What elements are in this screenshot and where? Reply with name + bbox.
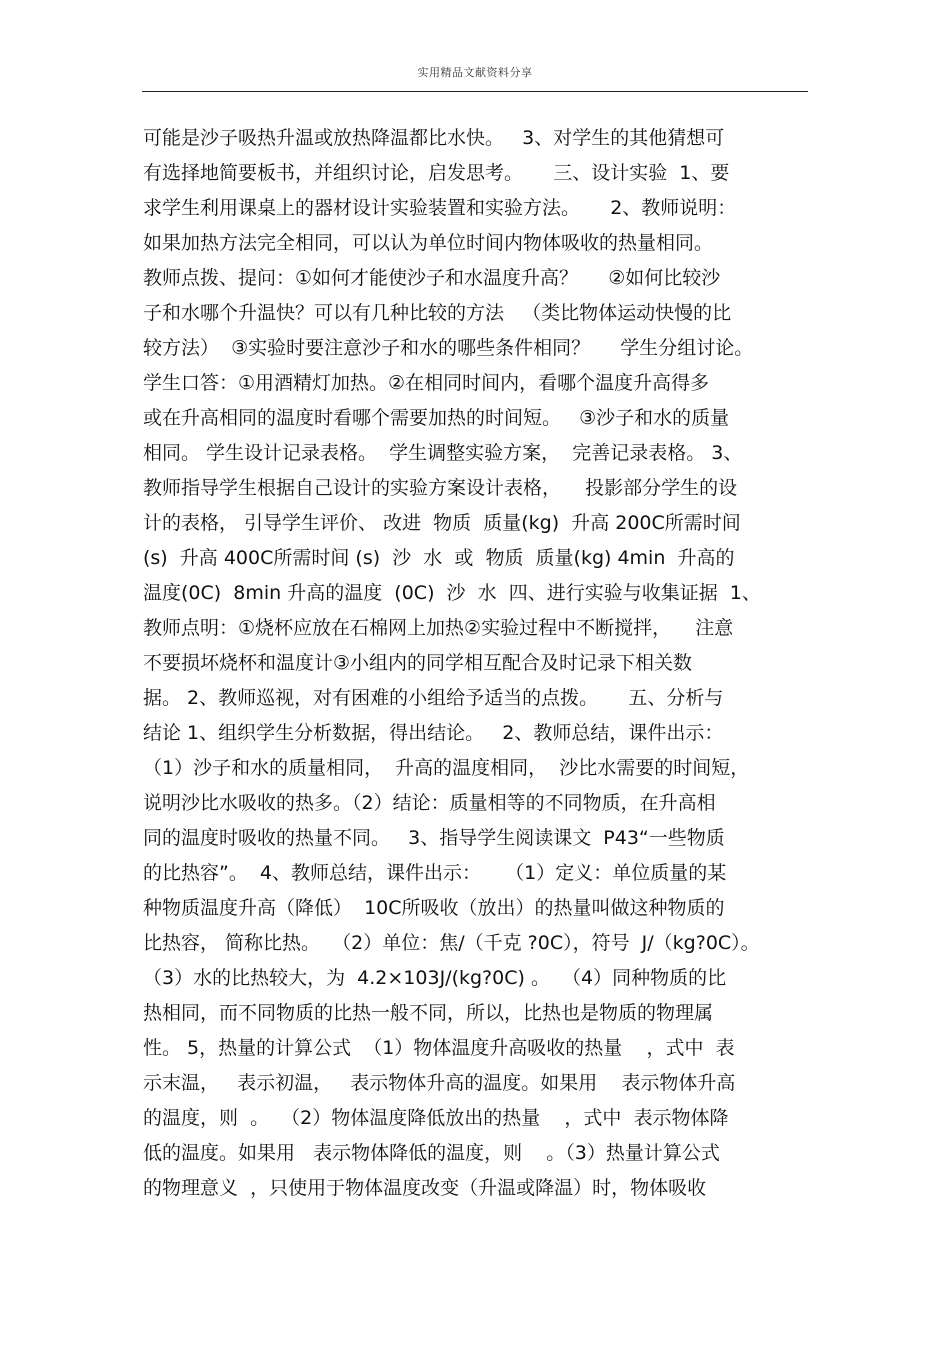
text-line: 子和水哪个升温快？可以有几种比较的方法 （类比物体运动快慢的比 (143, 302, 732, 324)
text-line: 据。 2、教师巡视，对有困难的小组给予适当的点拨。 五、分析与 (143, 687, 724, 709)
text-line: 的比热容”。 4、教师总结，课件出示： （1）定义：单位质量的某 (143, 862, 727, 884)
text-line: 的物理意义 ，只使用于物体温度改变（升温或降温）时，物体吸收 (143, 1177, 707, 1199)
text-line: 的温度，则 。 （2）物体温度降低放出的热量 ，式中 表示物体降 (143, 1107, 729, 1129)
text-line: 相同。 学生设计记录表格。 学生调整实验方案， 完善记录表格。 3、 (143, 442, 743, 464)
text-line: 求学生利用课桌上的器材设计实验装置和实验方法。 2、教师说明： (143, 197, 737, 219)
text-line: 计的表格， 引导学生评价、 改进 物质 质量(kg) 升高 200C所需时间 (143, 512, 741, 534)
text-line: 或在升高相同的温度时看哪个需要加热的时间短。 ③沙子和水的质量 (143, 407, 730, 429)
text-line: 结论 1、组织学生分析数据，得出结论。 2、教师总结，课件出示： (143, 722, 724, 744)
text-line: 温度(0C) 8min 升高的温度 (0C) 沙 水 四、进行实验与收集证据 1、 (143, 582, 761, 604)
page-header: 实用精品文献资料分享 (417, 66, 533, 79)
text-line: 有选择地简要板书，并组织讨论，启发思考。 三、设计实验 1、要 (143, 162, 730, 184)
text-line: 比热容， 简称比热。 （2）单位：焦/（千克 ?0C），符号 J/（kg?0C）。 (143, 932, 760, 954)
text-line: 热相同，而不同物质的比热一般不同，所以，比热也是物质的物理属 (143, 1002, 714, 1024)
text-line: 教师点拨、提问：①如何才能使沙子和水温度升高？ ②如何比较沙 (143, 267, 721, 289)
text-line: 说明沙比水吸收的热多。（2）结论：质量相等的不同物质，在升高相 (143, 792, 716, 814)
text-line: 同的温度时吸收的热量不同。 3、指导学生阅读课文 P43“一些物质 (143, 827, 725, 849)
text-line: 学生口答：①用酒精灯加热。②在相同时间内，看哪个温度升高得多 (143, 372, 710, 394)
text-line: 较方法） ③实验时要注意沙子和水的哪些条件相同？ 学生分组讨论。 (143, 337, 754, 359)
text-line: 教师指导学生根据自己设计的实验方案设计表格， 投影部分学生的设 (143, 477, 738, 499)
text-line: 可能是沙子吸热升温或放热降温都比水快。 3、对学生的其他猜想可 (143, 127, 725, 149)
text-line: （1）沙子和水的质量相同， 升高的温度相同， 沙比水需要的时间短， (143, 757, 750, 779)
text-line: 示末温， 表示初温， 表示物体升高的温度。如果用 表示物体升高 (143, 1072, 736, 1094)
text-line: 不要损坏烧杯和温度计③小组内的同学相互配合及时记录下相关数 (143, 652, 693, 674)
text-line: 如果加热方法完全相同，可以认为单位时间内物体吸收的热量相同。 (143, 232, 714, 254)
text-line: (s) 升高 400C所需时间 (s) 沙 水 或 物质 质量(kg) 4min 升高的 (143, 547, 735, 569)
document-body (143, 121, 823, 1206)
text-line: 教师点明：①烧杯应放在石棉网上加热②实验过程中不断搅拌， 注意 (143, 617, 734, 639)
text-line: 性。 5，热量的计算公式 （1）物体温度升高吸收的热量 ，式中 表 (143, 1037, 735, 1059)
header-divider (142, 91, 808, 92)
text-line: 种物质温度升高（降低） 10C所吸收（放出）的热量叫做这种物质的 (143, 897, 725, 919)
text-line: （3）水的比热较大，为 4.2×103J/(kg?0C) 。 （4）同种物质的比 (143, 967, 727, 989)
text-line: 低的温度。如果用 表示物体降低的温度，则 。（3）热量计算公式 (143, 1142, 720, 1164)
